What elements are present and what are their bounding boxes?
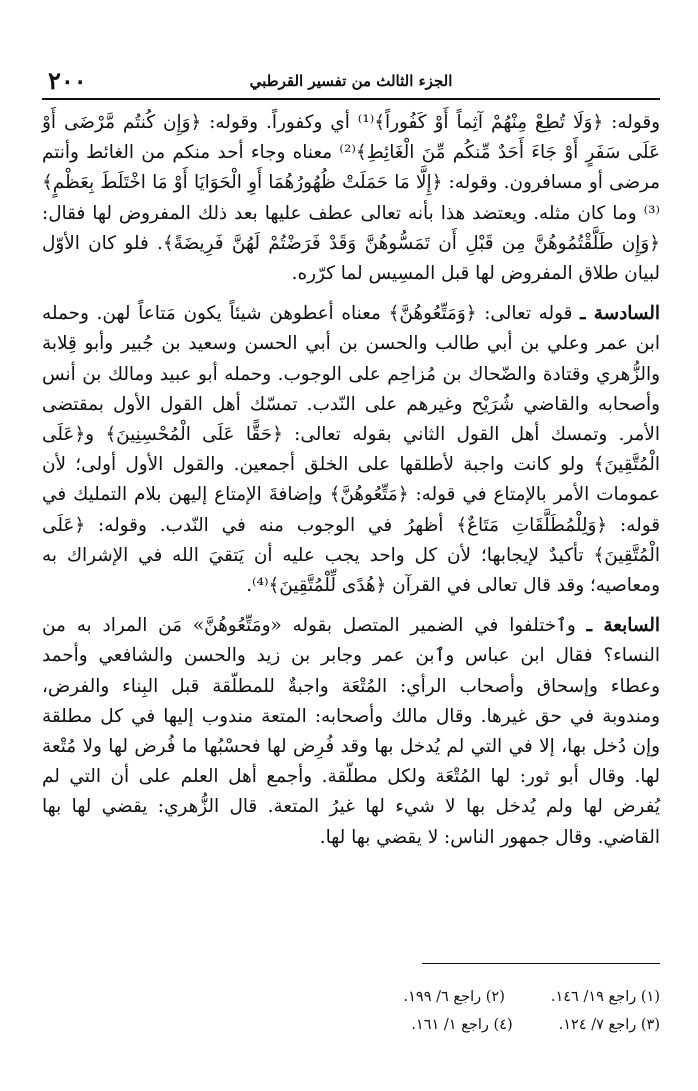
paragraph-seventh-issue	[42, 611, 660, 853]
paragraph-text: وقوله: ﴿وَلَا تُطِعْ مِنْهُمْ آثِماً أَوْ كَفُوراً﴾⁽¹⁾ أي وكفوراً. وقوله: ﴿وَإِن كُنتُم مَّرْضَى أَوْ عَلَى سَفَرٍ أَوْ جَاءَ أَحَدٌ مِّنكُم مِّنَ الْغَائِطِ﴾⁽²⁾ معناه وجاء أحد منكم من الغائط وأنتم مرضى أو مسافرون. وقوله: ﴿إِلَّا مَا حَمَلَتْ ظُهُورُهُمَا أَوِ الْحَوَايَا أَوْ مَا اخْتَلَطَ بِعَظْمٍ﴾⁽³⁾ وما كان مثله. ويعتضد هذا بأنه تعالى عطف عليها بعد ذلك المفروض لها فقال: ﴿وَإِن طَلَّقْتُمُوهُنَّ مِن قَبْلِ أَن تَمَسُّوهُنَّ وَقَدْ فَرَضْتُمْ لَهُنَّ فَرِيضَةً﴾. فلو كان الأوّل لبيان طلاق المفروض لها قبل المسِيس لما كرّره.	[42, 112, 660, 285]
footnote-1: (١) راجع ١٩/ ١٤٦.	[550, 989, 660, 1005]
footnote-3: (٣) راجع ٧/ ١٢٤.	[558, 1017, 660, 1033]
footnotes	[180, 983, 660, 1039]
body-text	[42, 108, 660, 863]
footnote-2: (٢) راجع ٦/ ١٩٩.	[403, 989, 505, 1005]
paragraph-text: قوله تعالى: ﴿وَمَتِّعُوهُنَّ﴾ معناه أعطوهن شيئاً يكون مَتاعاً لهن. وحمله ابن عمر وعلي بن أبي طالب والحسن بن أبي الحسن وسعيد بن جُبير وأبو قِلابة والزُّهري وقتادة والضّحاك بن مُزاحِم على الوجوب. وحمله أبو عبيد ومالك بن أنس وأصحابه والقاضي شُرَيْح وغيرهم على النّدب. تمسّك أهل القول الأول بمقتضى الأمر. وتمسك أهل القول الثاني بقوله تعالى: ﴿حَقًّا عَلَى الْمُحْسِنِينَ﴾ و﴿عَلَى الْمُتَّقِينَ﴾ ولو كانت واجبة لأطلقها على الخلق أجمعين. والقول الأول أولى؛ لأن عمومات الأمر بالإمتاع في قوله: ﴿مَتِّعُوهُنَّ﴾ وإضافةَ الإمتاع إليهن بلام التمليك في قوله: ﴿وَلِلْمُطَلَّقَاتِ مَتَاعٌ﴾ أظهرُ في الوجوب منه في النّدب. وقوله: ﴿عَلَى الْمُتَّقِينَ﴾ تأكيدٌ لإيجابها؛ لأن كل واحد يجب عليه أن يَتقيَ الله في الإشراك به ومعاصيه؛ وقد قال تعالى في القرآن ﴿هُدًى لِّلْمُتَّقِينَ﴾⁽⁴⁾.	[42, 303, 660, 597]
section-lead: السادسة ـ	[580, 303, 660, 325]
footnote-divider	[422, 963, 660, 964]
footnote-row	[180, 1011, 660, 1039]
footnote-4: (٤) راجع ١/ ١٦١.	[411, 1017, 513, 1033]
footnote-row	[180, 983, 660, 1011]
page-number: ٢٠٠	[48, 66, 87, 95]
section-lead: السابعة ـ	[586, 615, 661, 637]
paragraph-text: وٱختلفوا في الضمير المتصل بقوله «ومَتِّعُوهُنَّ» مَن المراد به من النساء؟ فقال ابن عباس وٱبن عمر وجابر بن زيد والحسن والشافعي وأحمد وعطاء وإسحاق وأصحاب الرأي: المُتْعَة واجبةٌ للمطلّقة قبل البِناء والفرض، ومندوبة في حق غيرها. وقال مالك وأصحابه: المتعة مندوب إليها في كل مطلقة وإن دُخل بها، إلا في التي لم يُدخل بها وقد فُرِض لها فحسْبُها ما فُرض لها ولا مُتْعة لها. وقال أبو ثور: لها المُتْعَة ولكل مطلّقة. وأجمع أهل العلم على أن التي لم يُفرض لها ولم يُدخل بها لا شيء لها غيرُ المتعة. قال الزُّهري: يقضي لها بها القاضي. وقال جمهور الناس: لا يقضي بها لها.	[42, 615, 660, 848]
running-title: الجزء الثالث من تفسير القرطبي	[249, 72, 453, 90]
paragraph-sixth-issue	[42, 299, 660, 601]
page-header	[42, 60, 660, 100]
paragraph-continuation	[42, 108, 660, 289]
